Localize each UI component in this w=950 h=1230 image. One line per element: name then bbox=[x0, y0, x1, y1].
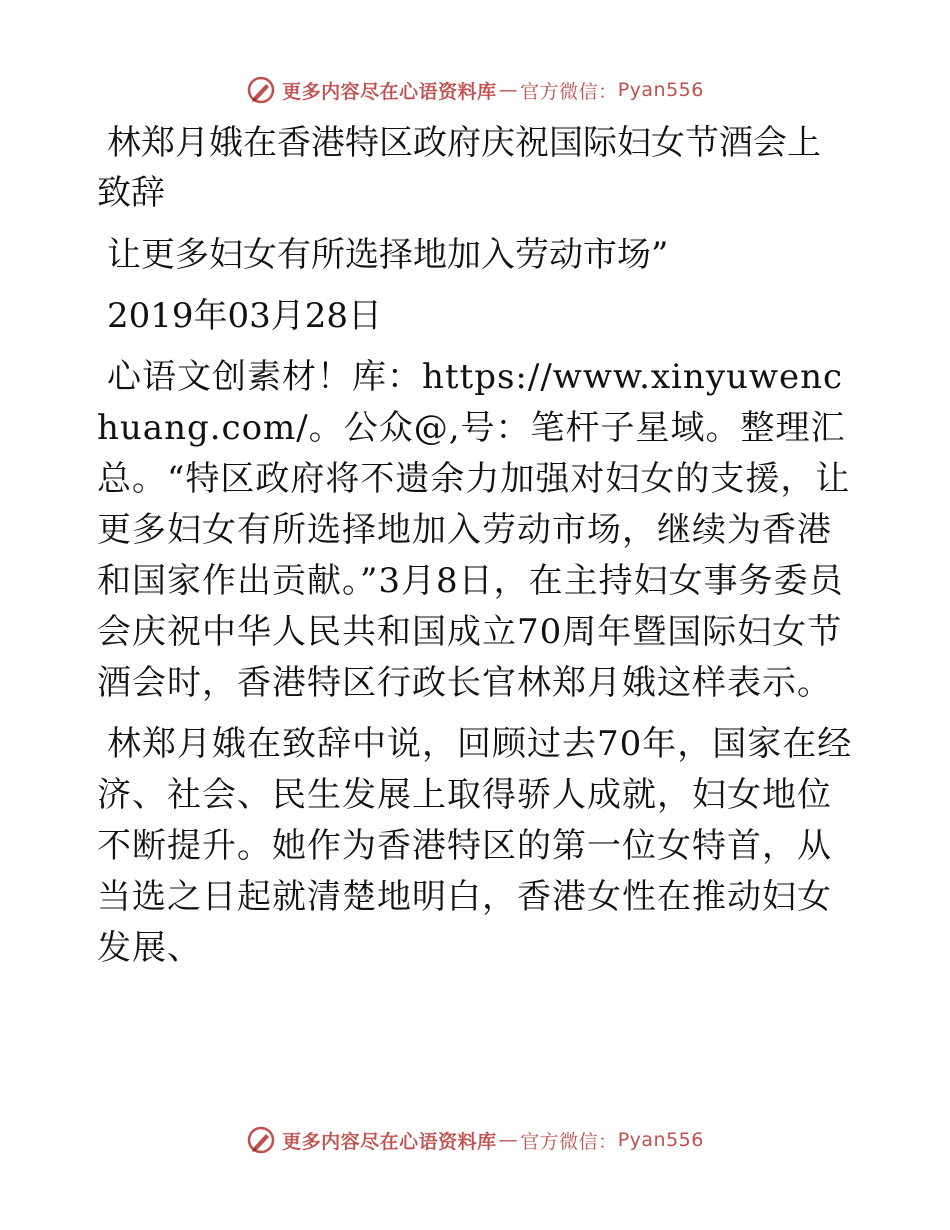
article-paragraph-2: 林郑月娥在致辞中说，回顾过去70年，国家在经济、社会、民生发展上取得骄人成就，妇女地位不断提升。她作为香港特区的第一位女特首，从当选之日起就清楚地明白，香港女性在推动妇女发展、 bbox=[97, 724, 853, 968]
article-date: 2019年03月28日 bbox=[107, 296, 383, 336]
article-subtitle: 让更多妇女有所选择地加入劳动市场” bbox=[107, 235, 669, 275]
article-content bbox=[97, 118, 853, 984]
footer-banner bbox=[0, 1120, 950, 1160]
pen-logo-icon bbox=[246, 75, 276, 105]
banner-main-text: 更多内容尽在心语资料库 bbox=[282, 1130, 497, 1153]
banner-wechat-id: Pyan556 bbox=[617, 79, 704, 101]
banner-separator: — bbox=[498, 1129, 519, 1151]
banner-main-text: 更多内容尽在心语资料库 bbox=[282, 80, 497, 103]
banner-separator: — bbox=[498, 79, 519, 101]
header-banner bbox=[0, 70, 950, 110]
banner-wechat-label: 官方微信： bbox=[520, 80, 618, 103]
banner-wechat-label: 官方微信： bbox=[520, 1130, 618, 1153]
article-paragraph-1: 心语文创素材！库：https://www.xinyuwenchuang.com/。公众@,号：笔杆子星域。整理汇总。“特区政府将不遗余力加强对妇女的支援，让更多妇女有所选择地加入劳动市场，继续为香港和国家作出贡献。”3月8日，在主持妇女事务委员会庆祝中华人民共和国成立70周年暨国际妇女节酒会时，香港特区行政长官林郑月娥这样表示。 bbox=[97, 357, 851, 703]
article-title: 林郑月娥在香港特区政府庆祝国际妇女节酒会上致辞 bbox=[97, 123, 821, 213]
banner-wechat-id: Pyan556 bbox=[617, 1129, 704, 1151]
pen-logo-icon bbox=[246, 1125, 276, 1155]
